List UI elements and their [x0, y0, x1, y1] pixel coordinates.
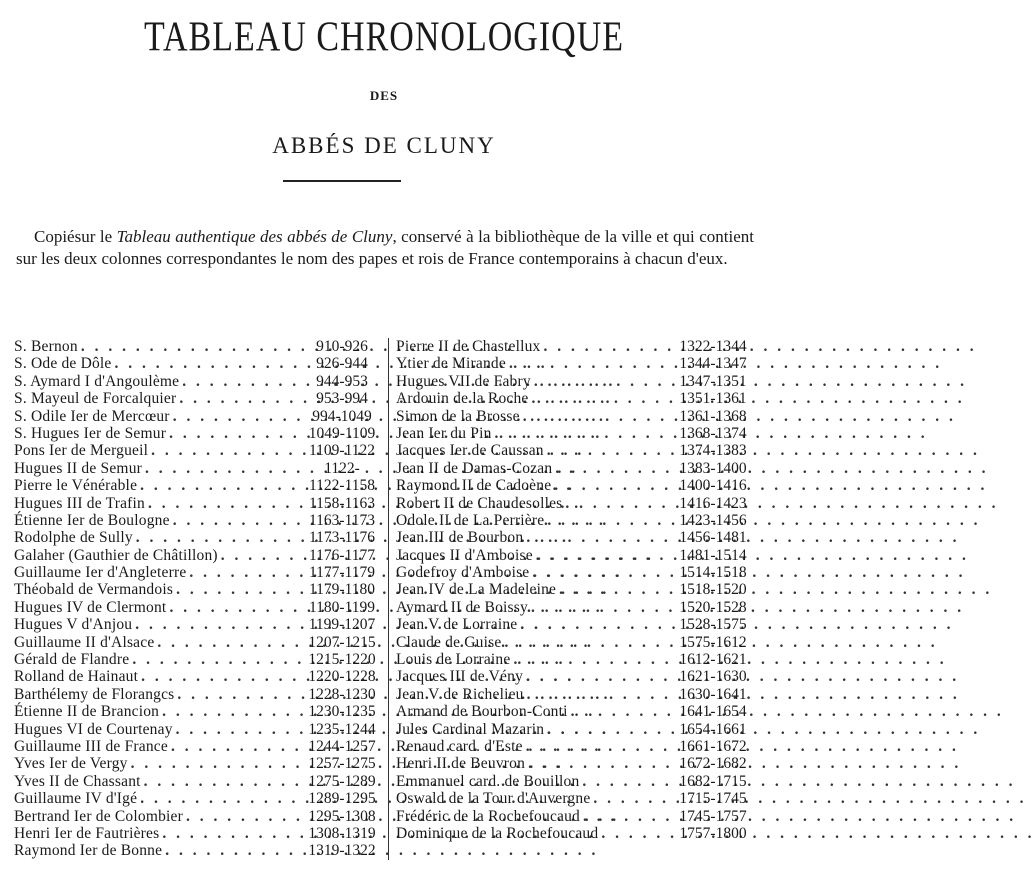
abbot-row	[396, 686, 756, 703]
abbot-name: Rolland de Hainaut	[14, 668, 139, 686]
abbot-row	[396, 529, 756, 546]
dot-leader	[137, 790, 298, 807]
abbot-row	[14, 495, 386, 512]
intro-text-before: Copiésur le	[34, 227, 117, 246]
abbot-years: 910-926	[316, 338, 368, 355]
abbot-name: Étienne Ier de Boulogne	[14, 511, 170, 529]
abbot-row	[14, 581, 386, 598]
abbots-list-right	[396, 338, 756, 842]
dot-leader	[183, 808, 298, 825]
abbot-row	[14, 738, 386, 755]
dot-leader	[154, 634, 298, 651]
dot-leader	[580, 808, 670, 825]
abbot-years: 1049-1109	[308, 424, 376, 442]
intro-text-after: , conservé à la bibliothèque de la ville et qui contient sur les deux colonnes correspondantes le nom des papes et rois de France contemporains à chacun d'eux.	[16, 227, 754, 268]
abbot-years: 1122-	[324, 459, 360, 477]
dot-leader	[525, 755, 670, 772]
dot-leader	[544, 442, 670, 459]
abbot-row	[396, 477, 756, 494]
abbot-name: Jean II de Damas-Cozan	[396, 459, 553, 477]
abbot-row	[14, 651, 386, 668]
abbot-years: 1351-1361	[679, 390, 747, 408]
column-divider	[388, 338, 389, 860]
abbot-years: 1199-1207	[308, 616, 376, 634]
abbot-years: 1173-1176	[308, 529, 375, 547]
abbot-row	[14, 477, 386, 494]
dot-leader	[78, 338, 298, 355]
abbot-years: 1745-1757	[679, 807, 747, 825]
dot-leader	[541, 338, 671, 355]
abbot-row	[396, 703, 756, 720]
page-subtitle: ABBÉS DE CLUNY	[272, 133, 496, 158]
abbot-name: Raymond II de Cadoène	[396, 477, 552, 495]
abbot-row	[14, 842, 386, 859]
dot-leader	[556, 581, 670, 598]
abbot-years: 1319-1322	[308, 842, 376, 860]
abbot-years: 1220-1228	[308, 668, 376, 686]
abbot-row	[14, 512, 386, 529]
dot-leader	[562, 495, 670, 512]
abbot-years: 1520-1528	[679, 598, 747, 616]
abbot-row	[396, 773, 756, 790]
abbot-row	[396, 425, 756, 442]
abbot-name: Jean V de Richelieu	[396, 685, 524, 703]
abbot-row	[14, 564, 386, 581]
abbot-name: Étienne II de Brancion	[14, 703, 160, 721]
title-rule	[283, 180, 401, 182]
abbot-row	[14, 825, 386, 842]
abbot-years: 953-994	[316, 390, 368, 408]
abbot-name: Ytier de Mirande	[396, 355, 506, 373]
abbot-row	[396, 738, 756, 755]
abbot-row	[14, 547, 386, 564]
abbot-name: S. Mayeul de Forcalquier	[14, 390, 177, 408]
abbot-row	[396, 808, 756, 825]
dot-leader	[166, 599, 298, 616]
dot-leader	[170, 512, 298, 529]
abbot-name: Robert II de Chaudesolles	[396, 494, 563, 512]
abbot-years: 1456-1481	[679, 529, 747, 547]
abbot-row	[396, 825, 756, 842]
abbot-row	[396, 547, 756, 564]
abbot-row	[396, 373, 756, 390]
abbot-name: Rodolphe de Sully	[14, 529, 133, 547]
abbot-name: Henri Ier de Fautrières	[14, 824, 160, 842]
abbot-row	[396, 616, 756, 633]
abbot-years: 1672-1682	[679, 755, 747, 773]
abbot-years: 1641-1654	[679, 703, 747, 721]
abbot-years: 1158-1163	[308, 494, 375, 512]
abbot-name: Jean III de Bourbon	[396, 529, 524, 547]
abbot-name: S. Bernon	[14, 338, 78, 355]
abbot-name: Jacques II d'Amboise	[396, 546, 533, 564]
dot-leader	[552, 460, 670, 477]
abbot-years: 1715-1745	[679, 790, 747, 808]
dot-leader	[141, 773, 298, 790]
abbot-name: Barthélemy de Florangcs	[14, 685, 175, 703]
abbot-years: 926-944	[316, 355, 368, 373]
abbot-years: 1383-1400	[679, 459, 747, 477]
abbot-years: 1423-1456	[679, 511, 747, 529]
abbot-row	[396, 512, 756, 529]
abbot-years: 1109-1122	[308, 442, 375, 460]
abbot-years: 1481-1514	[679, 546, 747, 564]
abbot-years: 1322-1344	[679, 338, 747, 355]
abbot-years: 1176-1177	[308, 546, 375, 564]
abbot-name: Jacques III de Vény	[396, 668, 524, 686]
abbot-name: Dominique de la Rochefoucaud	[396, 824, 599, 842]
abbot-years: 1630-1641	[679, 685, 747, 703]
abbot-years: 1361-1368	[679, 407, 747, 425]
abbot-name: Pierre le Vénérable	[14, 477, 138, 495]
abbot-row	[14, 686, 386, 703]
dot-leader	[590, 790, 670, 807]
abbot-row	[396, 599, 756, 616]
dot-leader	[517, 616, 670, 633]
abbot-name: Jacques Ier de Caussan	[396, 442, 544, 460]
abbot-years: 1368-1374	[679, 424, 747, 442]
dot-leader	[112, 355, 298, 372]
abbot-row	[396, 442, 756, 459]
abbot-row	[14, 616, 386, 633]
abbot-name: Guillaume III de France	[14, 737, 168, 755]
abbot-years: 1275-1289	[308, 772, 376, 790]
abbot-name: S. Hugues Ier de Semur	[14, 424, 167, 442]
abbot-years: 1612-1621	[679, 651, 747, 669]
dot-leader	[598, 825, 670, 842]
abbot-years: 1179-1180	[308, 581, 375, 599]
abbot-row	[396, 790, 756, 807]
dot-leader	[218, 547, 298, 564]
abbot-years: 1654-1661	[679, 720, 747, 738]
abbot-name: Hugues IV de Clermont	[14, 598, 167, 616]
abbot-years: 1257-1275	[308, 755, 376, 773]
abbot-name: Jean IV de La Madeleine	[396, 581, 557, 599]
dot-leader	[551, 477, 670, 494]
dot-leader	[176, 390, 298, 407]
abbot-name: Aymard II de Boissy	[396, 598, 528, 616]
abbot-row	[14, 773, 386, 790]
abbot-name: Frédéric de la Rochefoucaud	[396, 807, 580, 825]
dot-leader	[510, 651, 670, 668]
abbot-years: 1518-1520	[679, 581, 747, 599]
dot-leader	[544, 512, 670, 529]
abbot-name: Louis de Lorraine	[396, 651, 511, 669]
abbot-name: S. Ode de Dôle	[14, 355, 112, 373]
abbot-name: Guillaume Ier d'Angleterre	[14, 564, 187, 582]
abbot-name: Simon de la Brosse	[396, 407, 520, 425]
abbot-years: 1682-1715	[679, 772, 747, 790]
abbot-row	[14, 338, 386, 355]
dot-leader	[179, 373, 298, 390]
abbot-years: 1177-1179	[308, 564, 375, 582]
abbot-years: 1122-1158	[308, 477, 375, 495]
dot-leader	[579, 773, 670, 790]
dot-leader	[168, 738, 298, 755]
abbot-years: 1295-1308	[308, 807, 376, 825]
abbot-row	[14, 703, 386, 720]
dot-leader	[524, 686, 670, 703]
abbot-row	[14, 442, 386, 459]
abbot-name: Galaher (Gauthier de Châtillon)	[14, 546, 218, 564]
abbot-row	[14, 425, 386, 442]
abbot-row	[14, 599, 386, 616]
abbot-name: Hugues VII de Fabry	[396, 372, 531, 390]
abbot-row	[14, 721, 386, 738]
abbot-name: Gérald de Flandre	[14, 651, 130, 669]
abbot-row	[396, 634, 756, 651]
abbot-row	[14, 460, 386, 477]
abbot-row	[14, 808, 386, 825]
abbot-name: Jules Cardinal Mazarin	[396, 720, 545, 738]
dot-leader	[128, 755, 298, 772]
abbot-name: Yves Ier de Vergy	[14, 755, 128, 773]
dot-leader	[132, 616, 298, 633]
abbot-row	[14, 755, 386, 772]
dot-leader	[523, 738, 670, 755]
abbot-years: 994-1049	[312, 407, 372, 425]
abbot-years: 1180-1199	[308, 598, 375, 616]
abbot-name: Hugues II de Semur	[14, 459, 143, 477]
abbot-name: S. Odile Ier de Mercœur	[14, 407, 170, 425]
abbot-years: 1289-1295	[308, 790, 376, 808]
abbot-years: 1757-1800	[679, 824, 747, 842]
dot-leader	[173, 721, 298, 738]
dot-leader	[137, 477, 298, 494]
dot-leader	[159, 703, 298, 720]
abbot-row	[396, 668, 756, 685]
dot-leader	[159, 825, 298, 842]
abbot-name: Henri II de Beuvron	[396, 755, 526, 773]
dot-leader	[544, 721, 670, 738]
abbot-name: Ardouin de la Roche	[396, 390, 529, 408]
abbot-name: Hugues VI de Courtenay	[14, 720, 173, 738]
abbot-name: Guillaume II d'Alsace	[14, 633, 155, 651]
abbot-name: Renaud card. d'Este	[396, 737, 523, 755]
abbot-name: Théobald de Vermandois	[14, 581, 174, 599]
dot-leader	[531, 373, 670, 390]
abbot-name: Yves II de Chassant	[14, 772, 141, 790]
abbot-row	[14, 390, 386, 407]
dot-leader	[506, 355, 670, 372]
abbot-name: Oswald de la Tour d'Auvergne	[396, 790, 591, 808]
dot-leader	[523, 668, 670, 685]
abbot-row	[396, 495, 756, 512]
abbot-name: Hugues III de Trafin	[14, 494, 145, 512]
abbot-years: 944-953	[316, 372, 368, 390]
abbot-name: S. Aymard I d'Angoulème	[14, 372, 180, 390]
page-title: TABLEAU CHRONOLOGIQUE	[143, 14, 625, 61]
abbot-years: 1308-1319	[308, 824, 376, 842]
dot-leader	[568, 703, 670, 720]
abbot-years: 1163-1173	[308, 511, 375, 529]
abbot-name: Jean V de Lorraine	[396, 616, 518, 634]
abbot-years: 1661-1672	[679, 737, 747, 755]
abbot-row	[396, 408, 756, 425]
dot-leader	[533, 547, 670, 564]
dot-leader	[129, 651, 298, 668]
dot-leader	[170, 408, 298, 425]
abbot-row	[396, 338, 756, 355]
dot-leader	[145, 495, 298, 512]
abbot-years: 1374-1383	[679, 442, 747, 460]
abbot-years: 1244-1257	[308, 737, 376, 755]
dot-leader	[142, 460, 298, 477]
abbot-years: 1575-1612	[679, 633, 747, 651]
intro-text-italic: Tableau authentique des abbés de Cluny	[116, 227, 393, 246]
abbot-years: 1215-1220	[308, 651, 376, 669]
abbot-name: Bertrand Ier de Colombier	[14, 807, 183, 825]
dot-leader	[492, 425, 670, 442]
abbot-row	[14, 529, 386, 546]
abbot-years: 1528-1575	[679, 616, 747, 634]
abbot-row	[14, 373, 386, 390]
abbot-row	[396, 355, 756, 372]
dot-leader	[501, 634, 670, 651]
abbot-name: Emmanuel card. de Bouillon	[396, 772, 580, 790]
abbot-row	[396, 721, 756, 738]
abbot-years: 1235-1244	[308, 720, 376, 738]
abbot-row	[396, 564, 756, 581]
dot-leader	[528, 599, 670, 616]
abbot-row	[396, 651, 756, 668]
dot-leader	[529, 390, 671, 407]
abbot-row	[14, 668, 386, 685]
abbot-row	[396, 755, 756, 772]
abbot-years: 1400-1416	[679, 477, 747, 495]
abbot-years: 1344-1347	[679, 355, 747, 373]
abbot-name: Pons Ier de Mergueil	[14, 442, 149, 460]
title-connector: DES	[369, 88, 399, 103]
abbot-name: Pierre II de Chastellux	[396, 338, 541, 355]
abbot-years: 1228-1230	[308, 685, 376, 703]
dot-leader	[148, 442, 298, 459]
abbot-years: 1230-1235	[308, 703, 376, 721]
dot-leader	[173, 581, 298, 598]
abbot-row	[396, 390, 756, 407]
abbot-name: Jean Ier du Pin	[396, 424, 492, 442]
abbot-name: Claude de Guise	[396, 633, 502, 651]
abbot-years: 1621-1630	[679, 668, 747, 686]
abbots-list-left	[14, 338, 386, 860]
abbot-name: Raymond Ier de Bonne	[14, 842, 163, 860]
abbot-name: Hugues V d'Anjou	[14, 616, 133, 634]
abbot-row	[14, 355, 386, 372]
abbot-name: Odole II de La Perrière	[396, 511, 545, 529]
abbot-row	[396, 460, 756, 477]
dot-leader	[186, 564, 298, 581]
dot-leader	[138, 668, 298, 685]
abbot-years: 1347-1351	[679, 372, 747, 390]
abbot-row	[14, 408, 386, 425]
abbot-row	[396, 581, 756, 598]
dot-leader	[520, 408, 670, 425]
dot-leader	[166, 425, 298, 442]
abbot-name: Godefroy d'Amboise	[396, 564, 530, 582]
abbot-name: Armand de Bourbon-Conti	[396, 703, 568, 721]
intro-paragraph	[16, 226, 754, 270]
dot-leader	[133, 529, 298, 546]
abbot-years: 1207-1215	[308, 633, 376, 651]
abbot-years: 1416-1423	[679, 494, 747, 512]
dot-leader	[529, 564, 670, 581]
abbot-row	[14, 634, 386, 651]
abbot-name: Guillaume IV d'Igé	[14, 790, 138, 808]
abbot-row	[14, 790, 386, 807]
dot-leader	[162, 842, 298, 859]
abbot-years: 1514-1518	[679, 564, 747, 582]
dot-leader	[174, 686, 298, 703]
dot-leader	[523, 529, 670, 546]
